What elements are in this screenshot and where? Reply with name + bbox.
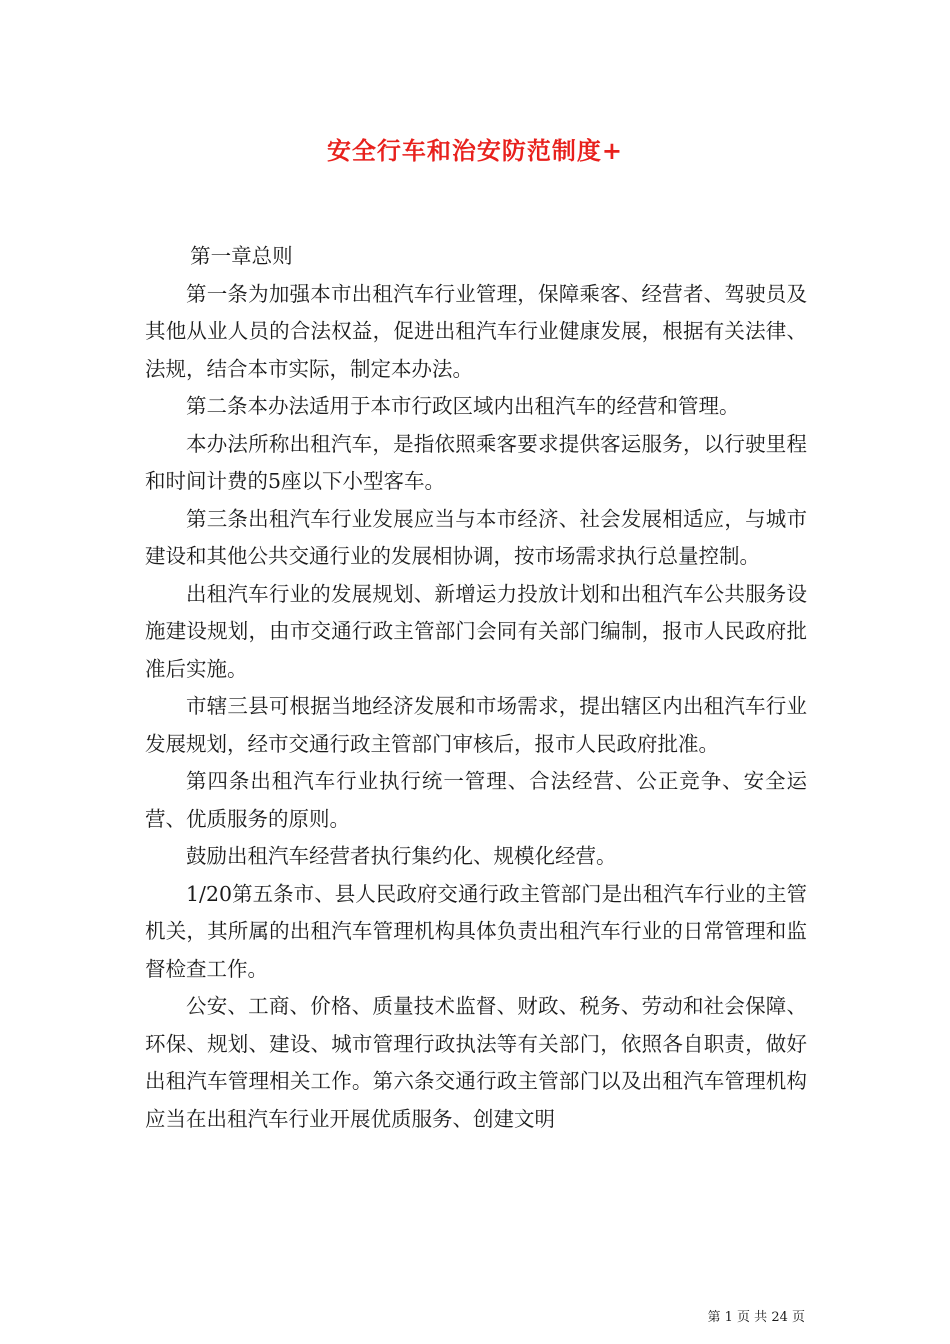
paragraph-article-3: 第三条出租汽车行业发展应当与本市经济、社会发展相适应，与城市建设和其他公共交通行业的发展相协调，按市场需求执行总量控制。 bbox=[145, 506, 807, 568]
paragraph-three-counties: 市辖三县可根据当地经济发展和市场需求，提出辖区内出租汽车行业发展规划，经市交通行政主管部门审核后，报市人民政府批准。 bbox=[145, 694, 807, 756]
paragraph-encourage: 鼓励出租汽车经营者执行集约化、规模化经营。 bbox=[186, 844, 617, 868]
paragraph-article-5: 1/20第五条市、县人民政府交通行政主管部门是出租汽车行业的主管机关，其所属的出租汽车管理机构具体负责出租汽车行业的日常管理和监督检查工作。 bbox=[145, 881, 807, 981]
paragraph-planning: 出租汽车行业的发展规划、新增运力投放计划和出租汽车公共服务设施建设规划，由市交通行政主管部门会同有关部门编制，报市人民政府批准后实施。 bbox=[145, 581, 807, 681]
paragraph-departments: 公安、工商、价格、质量技术监督、财政、税务、劳动和社会保障、环保、规划、建设、城市管理行政执法等有关部门，依照各自职责，做好出租汽车管理相关工作。第六条交通行政主管部门以及出租汽车管理机构应当在出租汽车行业开展优质服务、创建文明 bbox=[145, 994, 807, 1131]
page-number-footer: 第 1 页 共 24 页 bbox=[707, 1310, 805, 1325]
paragraph-article-2: 第二条本办法适用于本市行政区域内出租汽车的经营和管理。 bbox=[186, 394, 740, 418]
chapter-heading: 第一章总则 bbox=[190, 244, 293, 268]
paragraph-article-4: 第四条出租汽车行业执行统一管理、合法经营、公正竞争、安全运营、优质服务的原则。 bbox=[145, 769, 807, 831]
document-title: 安全行车和治安防范制度+ bbox=[326, 136, 624, 165]
paragraph-article-1: 第一条为加强本市出租汽车行业管理，保障乘客、经营者、驾驶员及其他从业人员的合法权益，促进出租汽车行业健康发展，根据有关法律、法规，结合本市实际，制定本办法。 bbox=[145, 281, 807, 381]
document-body bbox=[145, 238, 807, 1138]
paragraph-taxi-definition: 本办法所称出租汽车，是指依照乘客要求提供客运服务，以行驶里程和时间计费的5座以下小型客车。 bbox=[145, 431, 807, 493]
